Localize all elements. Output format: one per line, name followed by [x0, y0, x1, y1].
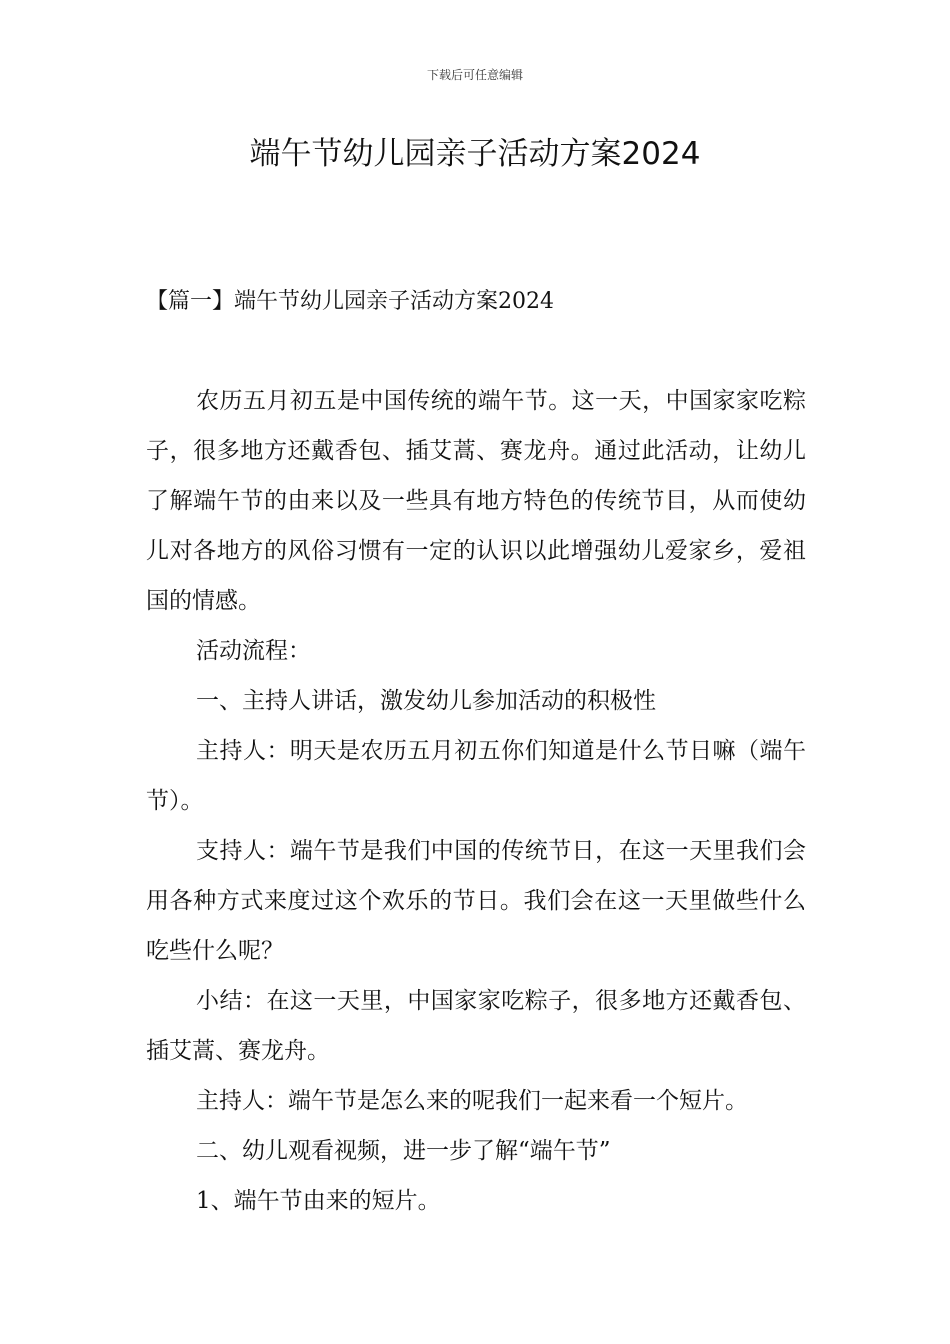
paragraph-step-one: 一、主持人讲话，激发幼儿参加活动的积极性: [196, 688, 656, 714]
paragraph-host-explain: 支持人：端午节是我们中国的传统节日，在这一天里我们会用各种方式来度过这个欢乐的节日。我们会在这一天里做些什么吃些什么呢？: [146, 838, 806, 964]
paragraph-intro: 农历五月初五是中国传统的端午节。这一天，中国家家吃粽子，很多地方还戴香包、插艾蒿、赛龙舟。通过此活动，让幼儿了解端午节的由来以及一些具有地方特色的传统节目，从而使幼儿对各地方的风俗习惯有一定的认识以此增强幼儿爱家乡，爱祖国的情感。: [146, 388, 806, 614]
paragraph-host-video: 主持人：端午节是怎么来的呢我们一起来看一个短片。: [196, 1088, 748, 1114]
document-title: 端午节幼儿园亲子活动方案2024: [249, 136, 701, 172]
section-heading: 【篇一】端午节幼儿园亲子活动方案2024: [146, 289, 554, 314]
paragraph-summary: 小结：在这一天里，中国家家吃粽子，很多地方还戴香包、插艾蒿、赛龙舟。: [146, 988, 806, 1064]
paragraph-item-one: 1、端午节由来的短片。: [196, 1188, 441, 1214]
header-note: 下载后可任意编辑: [426, 68, 523, 82]
document-body: [146, 376, 806, 1226]
paragraph-host-question: 主持人：明天是农历五月初五你们知道是什么节日嘛（端午节）。: [146, 738, 806, 814]
paragraph-activity-flow: 活动流程：: [196, 638, 311, 664]
paragraph-step-two: 二、幼儿观看视频，进一步了解“端午节”: [196, 1138, 611, 1164]
